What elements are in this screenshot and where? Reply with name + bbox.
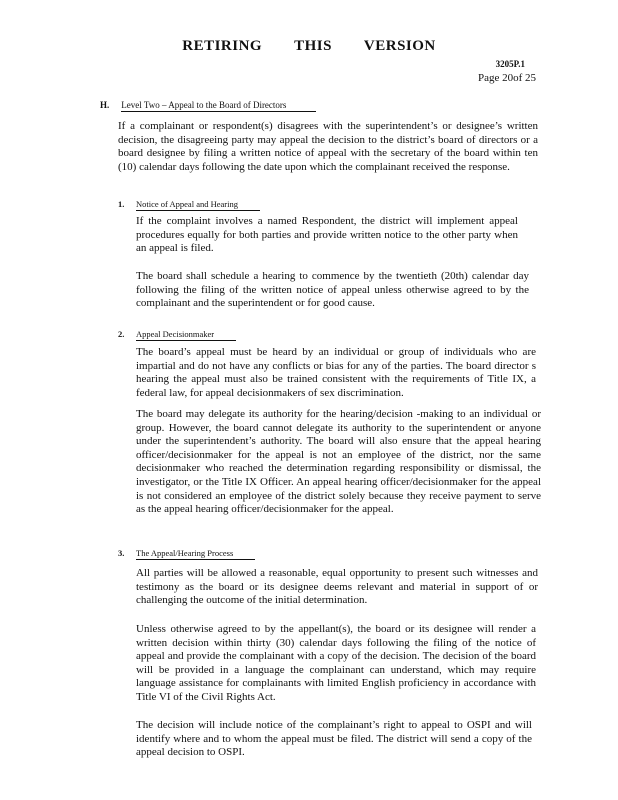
paragraph: The board’s appeal must be heard by an individual or group of individuals who are impartial and do not have any conflicts or bias for any of the parties. The board director s hearing the appeal must also be trained consistent with the requirements of Title IX, a federal law, for appeal decisionmakers of sex discrimination.	[136, 346, 536, 399]
item-heading	[118, 329, 236, 339]
page-title: RETIRING THIS VERSION	[182, 38, 436, 54]
item-heading	[118, 548, 255, 558]
item-heading-text: The Appeal/Hearing Process	[136, 548, 255, 560]
item-heading	[118, 199, 260, 209]
item-number: 1.	[118, 199, 125, 209]
paragraph: The board shall schedule a hearing to commence by the twentieth (20th) calendar day following the filing of the written notice of appeal unless otherwise agreed to by the complainant and the superintendent or for good cause.	[136, 270, 529, 310]
section-intro-paragraph: If a complainant or respondent(s) disagrees with the superintendent’s or designee’s written decision, the disagreeing party may appeal the decision to the district’s board of directors or a board designee by filing a written notice of appeal with the secretary of the board within ten (10) calendar days following the date upon which the complainant received the response.	[118, 120, 538, 173]
item-heading-text: Appeal Decisionmaker	[136, 329, 236, 341]
paragraph: Unless otherwise agreed to by the appellant(s), the board or its designee will render a written decision within thirty (30) calendar days following the filing of the notice of appeal and provide the complainant with a copy of the decision. The decision of the board will be provided in a language the complainant can understand, which may require language assistance for complainants with limited English proficiency in accordance with Title VI of the Civil Rights Act.	[136, 623, 536, 703]
item-number: 2.	[118, 329, 125, 339]
item-heading-text: Notice of Appeal and Hearing	[136, 199, 260, 211]
paragraph: The board may delegate its authority for the hearing/decision -making to an individual or group. However, the board cannot delegate its authority to the superintendent or anyone under the superintendent’s authority. The board will also ensure that the appeal hearing officer/decisionmaker for the appeal is not an employee of the district, nor the same decisionmaker who reached the determination regarding responsibility or dismissal, the investigator, or the Title IX Officer. An appeal hearing officer/decisionmaker for the appeal is not considered an employee of the district solely because they receive payment to serve as the appeal hearing officer/decisionmaker for the appeal.	[136, 408, 541, 516]
paragraph: If the complaint involves a named Respondent, the district will implement appeal procedures equally for both parties and provide written notice to the other party when an appeal is filed.	[136, 215, 518, 255]
section-heading	[100, 100, 316, 110]
section-letter: H.	[100, 100, 110, 110]
paragraph: All parties will be allowed a reasonable, equal opportunity to present such witnesses and testimony as the board or its designee deems relevant and material in support of or challenging the outcome of the initial determination.	[136, 567, 538, 607]
page-number: Page 20of 25	[477, 72, 536, 84]
item-number: 3.	[118, 548, 125, 558]
paragraph: The decision will include notice of the complainant’s right to appeal to OSPI and will identify where and to whom the appeal must be filed. The district will send a copy of the appeal decision to OSPI.	[136, 719, 532, 759]
document-number: 3205P.1	[495, 59, 525, 69]
section-heading-text: Level Two – Appeal to the Board of Directors	[121, 100, 316, 112]
